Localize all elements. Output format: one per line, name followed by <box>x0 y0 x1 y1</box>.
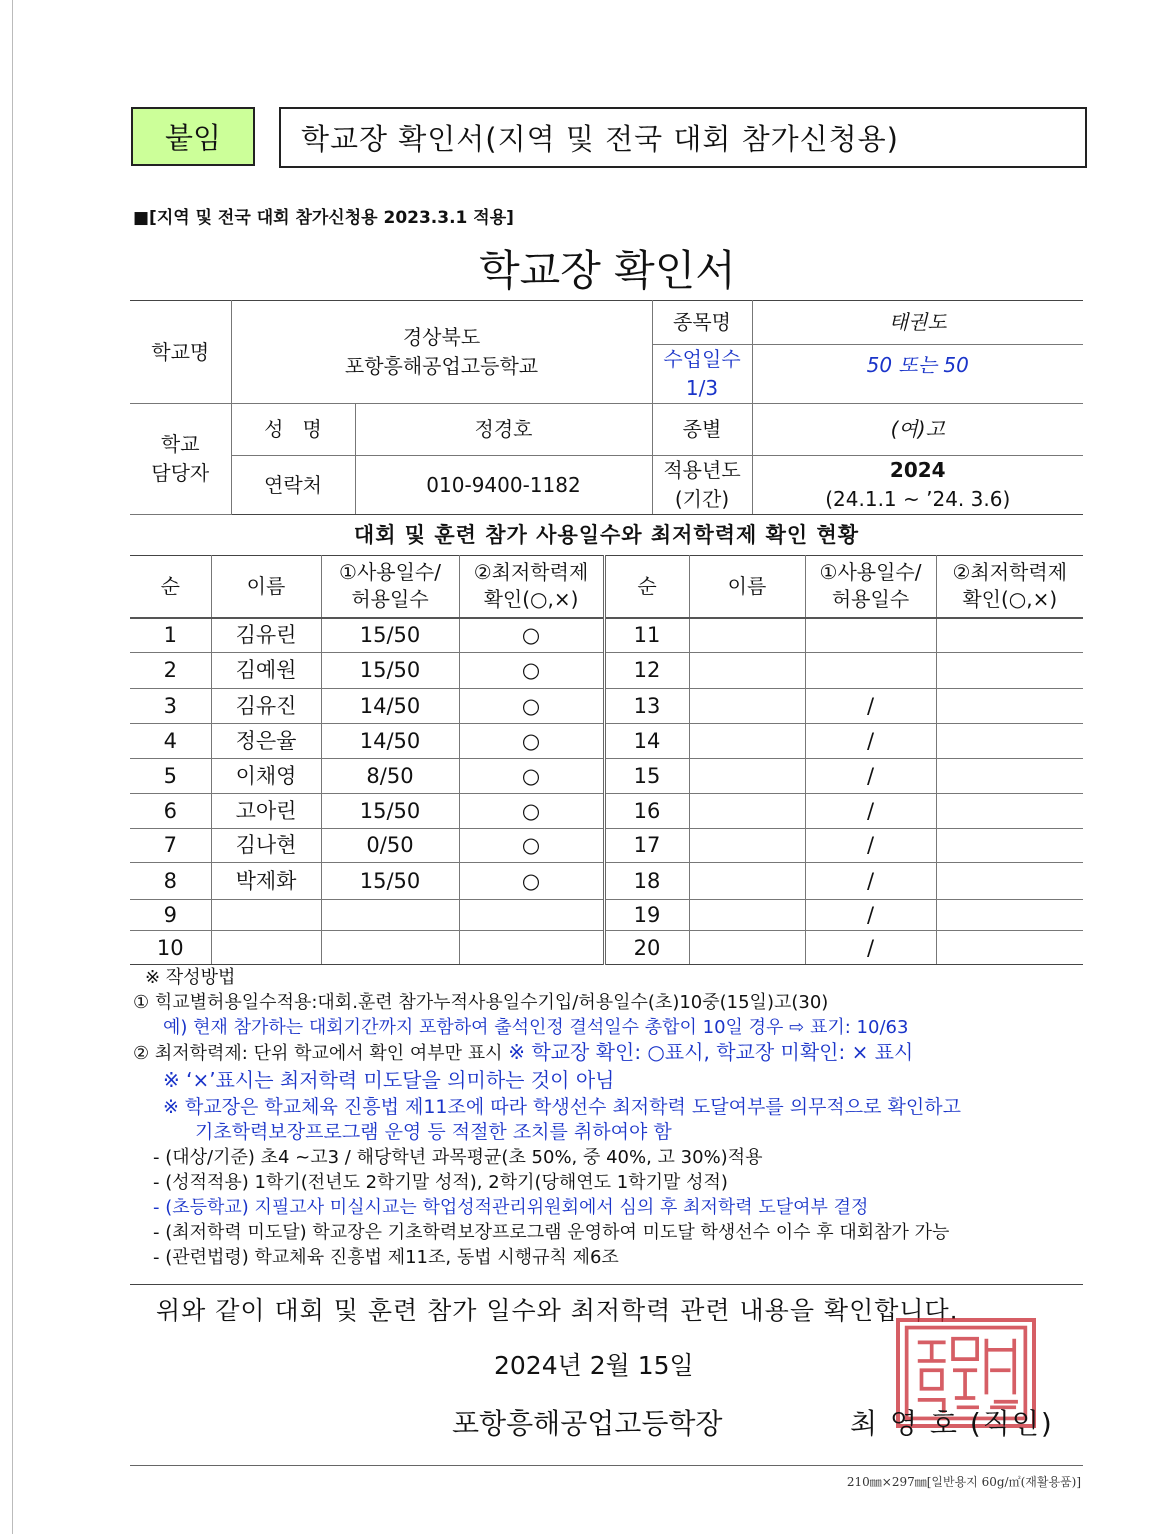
table-row <box>130 689 1083 724</box>
class-days-label <box>652 345 752 404</box>
row-check: ○ <box>459 653 604 689</box>
row-no: 4 <box>130 724 211 759</box>
row-check-right <box>936 863 1083 900</box>
row-check-right <box>936 759 1083 794</box>
row-check: ○ <box>459 689 604 724</box>
row-name: 고아린 <box>211 794 321 829</box>
col-name: 이름 <box>211 556 321 618</box>
row-name-right <box>689 863 805 900</box>
row-days-right: / <box>805 900 936 931</box>
row-no-right: 19 <box>604 900 689 931</box>
row-days-right <box>805 653 936 689</box>
row-name-right <box>689 794 805 829</box>
footer-divider <box>130 1465 1083 1466</box>
notice-line: ■[지역 및 전국 대회 참가신청용 2023.3.1 적용] <box>133 208 514 228</box>
row-no-right: 12 <box>604 653 689 689</box>
row-check-right <box>936 931 1083 965</box>
row-check: ○ <box>459 618 604 653</box>
guide-note-2-mark: ※ 학교장 확인: ○표시, 학교장 미확인: × 표시 <box>508 1040 914 1064</box>
col-check-line1: ②최저학력제 <box>473 560 589 585</box>
row-no-right: 15 <box>604 759 689 794</box>
writing-guide <box>133 965 1093 1270</box>
row-name-right <box>689 900 805 931</box>
confirm-divider <box>130 1284 1083 1285</box>
contact-value: 010-9400-1182 <box>355 456 652 515</box>
row-check <box>459 900 604 931</box>
table-row <box>130 931 1083 965</box>
row-days <box>321 900 459 931</box>
row-days: 15/50 <box>321 653 459 689</box>
row-no: 2 <box>130 653 211 689</box>
manager-label-line1: 학교 <box>160 432 200 456</box>
col-days <box>321 556 459 618</box>
row-no-right: 11 <box>604 618 689 653</box>
year-value <box>752 456 1083 515</box>
guide-detail-2: - (성적적용) 1학기(전년도 2학기말 성적), 2학기(당해연도 1학기말 성적) <box>153 1172 728 1193</box>
row-days: 14/50 <box>321 689 459 724</box>
table-row <box>130 724 1083 759</box>
name-label: 성 명 <box>231 404 355 456</box>
table-row <box>130 863 1083 900</box>
row-no-right: 13 <box>604 689 689 724</box>
row-name: 이채영 <box>211 759 321 794</box>
row-days-right: / <box>805 759 936 794</box>
table-row <box>130 618 1083 653</box>
row-name: 정은율 <box>211 724 321 759</box>
row-name: 김나현 <box>211 829 321 863</box>
row-no-right: 14 <box>604 724 689 759</box>
row-check-right <box>936 618 1083 653</box>
row-no-right: 16 <box>604 794 689 829</box>
row-no: 10 <box>130 931 211 965</box>
row-name: 김유린 <box>211 618 321 653</box>
type-value: (여)고 <box>752 404 1083 456</box>
row-check: ○ <box>459 724 604 759</box>
guide-detail-5: - (관련법령) 학교체육 진흥법 제11조, 동법 시행규칙 제6조 <box>153 1247 619 1268</box>
row-check: ○ <box>459 759 604 794</box>
row-no: 1 <box>130 618 211 653</box>
guide-note-4b: 기초학력보장프로그램 운영 등 적절한 조치를 취하여야 함 <box>195 1121 672 1143</box>
row-name <box>211 931 321 965</box>
row-no: 8 <box>130 863 211 900</box>
col-days-line1: ①사용일수/ <box>339 560 441 585</box>
page-edge <box>12 0 13 1534</box>
row-name-right <box>689 618 805 653</box>
document-title: 학교장 확인서(지역 및 전국 대회 참가신청용) <box>279 107 1087 168</box>
event-label: 종목명 <box>652 301 752 345</box>
school-info-table <box>130 300 1083 515</box>
school-region: 경상북도 <box>402 325 481 349</box>
row-name: 김유진 <box>211 689 321 724</box>
row-name-right <box>689 759 805 794</box>
guide-note-2-text: ② 최저학력제: 단위 학교에서 확인 여부만 표시 <box>133 1043 509 1064</box>
col-check-right-line1: ②최저학력제 <box>952 560 1068 585</box>
guide-detail-3: - (초등학교) 지필고사 미실시교는 학업성적관리위원회에서 심의 후 최저학력 도달여부 결정 <box>153 1197 869 1218</box>
col-days-right <box>805 556 936 618</box>
manager-label <box>130 404 231 515</box>
row-name-right <box>689 931 805 965</box>
class-days-value: 50 또는 50 <box>752 345 1083 404</box>
school-signature: 포항흥해공업고등학장 <box>452 1407 723 1440</box>
row-check-right <box>936 653 1083 689</box>
row-days-right: / <box>805 794 936 829</box>
col-check <box>459 556 604 618</box>
contact-label: 연락처 <box>231 456 355 515</box>
main-title: 학교장 확인서 <box>479 246 736 295</box>
col-days-right-line1: ①사용일수/ <box>819 560 922 585</box>
row-check-right <box>936 794 1083 829</box>
row-days <box>321 931 459 965</box>
type-label: 종별 <box>652 404 752 456</box>
event-value: 태권도 <box>752 301 1083 345</box>
col-days-line2: 허용일수 <box>351 587 429 612</box>
guide-example: 예) 현재 참가하는 대회기간까지 포함하여 출석인정 결석일수 총합이 10일 경우 ⇨ 표기: 10/63 <box>163 1017 909 1038</box>
attachment-tag: 붙임 <box>131 107 255 166</box>
paper-spec: 210㎜×297㎜[일반용지 60g/㎡(재활용품)] <box>846 1475 1081 1489</box>
status-subheading: 대회 및 훈련 참가 사용일수와 최저학력제 확인 현황 <box>353 523 860 547</box>
class-days-label-line1: 수업일수 <box>663 347 741 371</box>
row-days: 15/50 <box>321 618 459 653</box>
guide-detail-1: - (대상/기준) 초4 ~고3 / 해당학년 과목평균(초 50%, 중 40%, 고 30%)적용 <box>153 1147 763 1168</box>
row-no: 9 <box>130 900 211 931</box>
row-days-right: / <box>805 689 936 724</box>
row-name-right <box>689 829 805 863</box>
guide-detail-4: - (최저학력 미도달) 학교장은 기초학력보장프로그램 운영하여 미도달 학생선수 이수 후 대회참가 가능 <box>153 1222 950 1243</box>
row-days: 15/50 <box>321 863 459 900</box>
col-check-right-line2: 확인(○,×) <box>962 587 1058 612</box>
issue-date: 2024년 2월 15일 <box>494 1351 694 1380</box>
row-no: 5 <box>130 759 211 794</box>
col-days-right-line2: 허용일수 <box>831 587 910 612</box>
row-no-right: 20 <box>604 931 689 965</box>
row-days-right: / <box>805 863 936 900</box>
row-name: 김예원 <box>211 653 321 689</box>
row-no: 7 <box>130 829 211 863</box>
guide-heading: ※ 작성방법 <box>145 967 236 988</box>
year-label <box>652 456 752 515</box>
row-check: ○ <box>459 829 604 863</box>
col-no-right: 순 <box>604 556 689 618</box>
row-days-right: / <box>805 931 936 965</box>
row-check: ○ <box>459 794 604 829</box>
row-days: 14/50 <box>321 724 459 759</box>
row-check-right <box>936 689 1083 724</box>
row-no-right: 17 <box>604 829 689 863</box>
school-name <box>231 301 652 404</box>
row-days-right: / <box>805 724 936 759</box>
name-value: 정경호 <box>355 404 652 456</box>
guide-note-3: ※ ‘×’표시는 최저학력 미도달을 의미하는 것이 아님 <box>163 1068 615 1092</box>
guide-note-1: ① 힉교별허용일수적용:대회.훈련 참가누적사용일수기입/허용일수(초)10중(15일)고(30) <box>133 992 829 1013</box>
row-days: 8/50 <box>321 759 459 794</box>
row-name: 박제화 <box>211 863 321 900</box>
row-check-right <box>936 829 1083 863</box>
table-row <box>130 759 1083 794</box>
table-row <box>130 653 1083 689</box>
year-label-line2: (기간) <box>674 487 730 511</box>
year-period: (24.1.1 ~ ’24. 3.6) <box>825 487 1011 511</box>
confirm-statement: 위와 같이 대회 및 훈련 참가 일수와 최저학력 관련 내용을 확인합니다. <box>156 1296 959 1325</box>
guide-note-2 <box>133 1040 1093 1065</box>
row-days-right: / <box>805 829 936 863</box>
col-no: 순 <box>130 556 211 618</box>
student-table <box>130 555 1083 965</box>
row-check <box>459 931 604 965</box>
col-check-line2: 확인(○,×) <box>483 587 579 612</box>
year-number: 2024 <box>889 458 946 482</box>
row-check-right <box>936 900 1083 931</box>
school-title: 포항흥해공업고등학교 <box>344 354 539 378</box>
row-name-right <box>689 653 805 689</box>
row-check-right <box>936 724 1083 759</box>
table-row <box>130 900 1083 931</box>
class-days-label-line2: 1/3 <box>685 376 719 400</box>
school-label: 학교명 <box>130 301 231 404</box>
row-name-right <box>689 689 805 724</box>
table-row <box>130 829 1083 863</box>
row-name-right <box>689 724 805 759</box>
row-days: 15/50 <box>321 794 459 829</box>
row-no-right: 18 <box>604 863 689 900</box>
manager-label-line2: 담당자 <box>151 461 210 485</box>
guide-note-4a: ※ 학교장은 학교체육 진흥법 제11조에 따라 학생선수 최저학력 도달여부를 의무적으로 확인하고 <box>163 1096 961 1118</box>
row-no: 3 <box>130 689 211 724</box>
row-no: 6 <box>130 794 211 829</box>
year-label-line1: 적용년도 <box>663 458 741 482</box>
col-check-right <box>936 556 1083 618</box>
row-days: 0/50 <box>321 829 459 863</box>
row-name <box>211 900 321 931</box>
row-days-right <box>805 618 936 653</box>
col-name-right: 이름 <box>689 556 805 618</box>
table-row <box>130 794 1083 829</box>
principal-signature: 최 영 호 (직인) <box>850 1407 1054 1440</box>
row-check: ○ <box>459 863 604 900</box>
